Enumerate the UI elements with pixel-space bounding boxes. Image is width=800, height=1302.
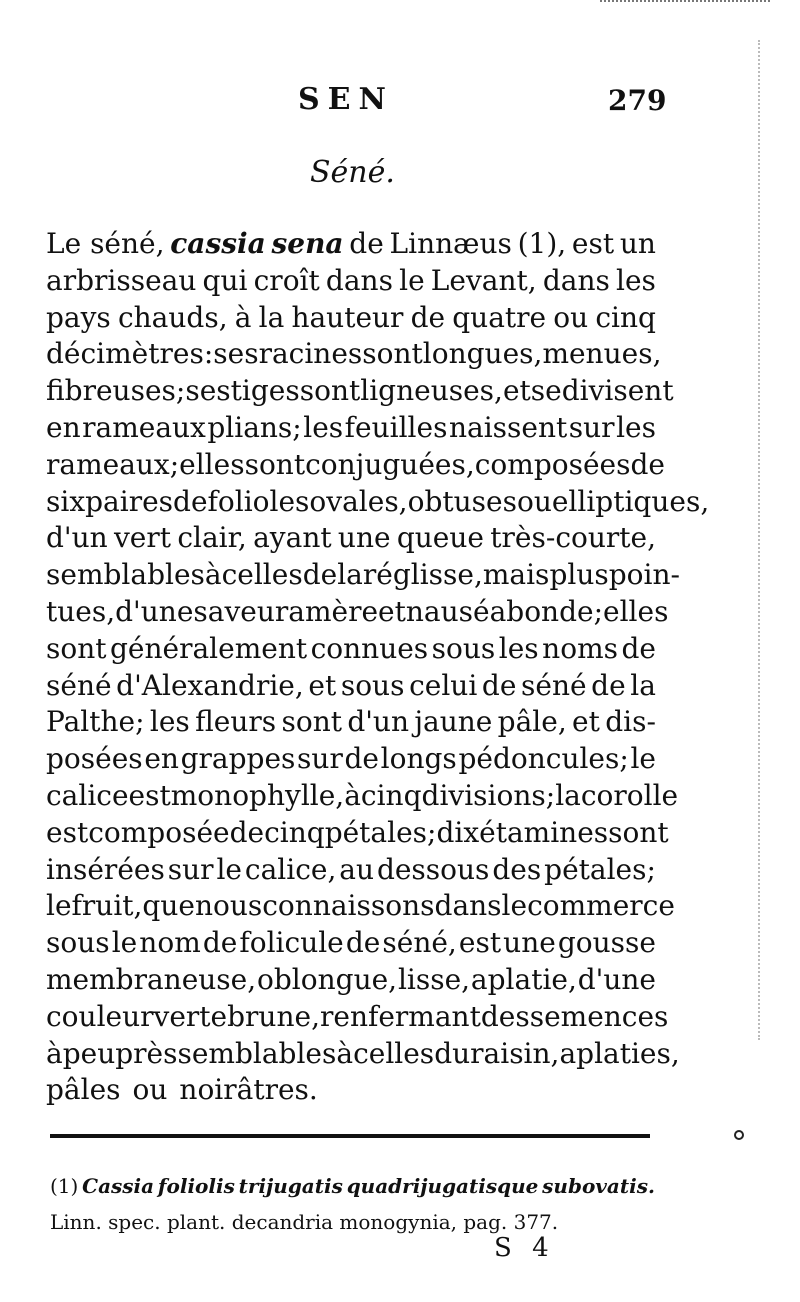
word: jaune xyxy=(414,705,493,739)
word: à xyxy=(234,300,252,334)
word: d'une xyxy=(577,962,656,996)
word: aplaties, xyxy=(559,1036,680,1070)
word: sena xyxy=(271,227,344,260)
word: ou xyxy=(553,300,589,334)
word: Palthe; xyxy=(46,705,145,739)
word: ou xyxy=(516,484,552,518)
word: dessous xyxy=(376,852,490,886)
word: semblables xyxy=(46,558,205,592)
word: le xyxy=(46,889,72,923)
word: six xyxy=(46,484,86,518)
word: folioles xyxy=(207,484,310,518)
scan-artifact-top xyxy=(600,0,770,5)
word: de xyxy=(202,926,238,960)
word: du xyxy=(434,1036,471,1070)
word: composées xyxy=(474,447,631,481)
word: monophylle, xyxy=(170,778,345,812)
word: en xyxy=(144,742,179,776)
footnote-reference: Linn. spec. plant. decandria monogynia, pag. 377. xyxy=(50,1210,559,1234)
word: cassia xyxy=(170,227,266,260)
text-line xyxy=(46,226,656,263)
footnote-latin-line xyxy=(50,1168,655,1204)
word: réglisse, xyxy=(362,558,483,592)
word: de xyxy=(229,815,265,849)
word: étamines xyxy=(479,815,609,849)
word: plians; xyxy=(207,410,302,444)
word: des xyxy=(480,999,530,1033)
word: le xyxy=(399,263,425,297)
word: arbrisseau xyxy=(46,263,197,297)
word: des xyxy=(492,852,542,886)
word: pays xyxy=(46,300,111,334)
text-line xyxy=(46,631,656,668)
word: de xyxy=(630,447,665,481)
text-line xyxy=(46,300,656,337)
word: et xyxy=(502,374,531,408)
word: noirâtres. xyxy=(179,1073,318,1107)
footnote-latin-word: trijugatis xyxy=(238,1174,343,1198)
word: et xyxy=(572,705,600,739)
word: les xyxy=(616,410,656,444)
word: connues xyxy=(310,631,429,665)
word: pétales; xyxy=(324,815,437,849)
text-line xyxy=(46,373,674,410)
word: celui xyxy=(409,668,478,702)
text-line xyxy=(46,925,656,962)
word: à xyxy=(336,1036,354,1070)
word: ses xyxy=(213,337,259,371)
word: ayant xyxy=(253,521,332,555)
word: sont xyxy=(46,631,107,665)
text-line xyxy=(46,778,679,815)
word: rameaux; xyxy=(46,447,180,481)
word: la xyxy=(630,668,656,702)
word: le xyxy=(111,926,138,960)
word: croît xyxy=(253,263,320,297)
word: et xyxy=(378,594,406,628)
word: plus xyxy=(549,558,609,592)
footnote-latin-word: subovatis. xyxy=(542,1174,655,1198)
word: racines xyxy=(258,337,363,371)
word: le xyxy=(216,852,242,886)
word: quatre xyxy=(452,300,547,334)
word: se xyxy=(530,374,562,408)
word: vert xyxy=(113,521,172,555)
word: d'une xyxy=(115,594,194,628)
scan-artifact-edge xyxy=(758,40,764,1040)
word: sur xyxy=(297,742,343,776)
footnote-latin-word: foliolis xyxy=(157,1174,235,1198)
word: longues, xyxy=(422,337,543,371)
word: Linnæus xyxy=(389,227,512,260)
word: séné xyxy=(46,668,112,702)
word: membraneuse, xyxy=(46,962,257,996)
page-number: 279 xyxy=(608,84,667,117)
word: est xyxy=(571,227,615,260)
word: la xyxy=(337,558,363,592)
word: sur xyxy=(167,852,214,886)
word: insérées xyxy=(46,852,165,886)
word: est xyxy=(46,815,89,849)
word: à xyxy=(204,558,222,592)
word: ses xyxy=(185,374,231,408)
word: amère xyxy=(288,594,379,628)
text-line xyxy=(46,852,656,889)
word: connaissons xyxy=(262,889,435,923)
word: dix xyxy=(436,815,480,849)
word: fibreuses; xyxy=(46,374,186,408)
word: fruit, xyxy=(71,889,143,923)
word: de xyxy=(410,300,446,334)
word: composée xyxy=(88,815,230,849)
word: gousse xyxy=(557,926,656,960)
word: séné, xyxy=(382,926,457,960)
word: nom xyxy=(139,926,201,960)
word: noms xyxy=(542,631,618,665)
word: sont xyxy=(362,337,423,371)
word: le xyxy=(501,889,528,923)
word: fleurs xyxy=(195,705,277,739)
body-text xyxy=(46,226,710,1109)
footnote-reference-line xyxy=(50,1204,655,1240)
word: semblables xyxy=(177,1036,337,1070)
signature-mark: S 4 xyxy=(494,1233,555,1263)
section-title: Séné. xyxy=(310,155,395,190)
word: sont xyxy=(608,815,669,849)
word: pétales; xyxy=(544,852,656,886)
footnote-latin-word: Cassia xyxy=(82,1174,155,1198)
text-line xyxy=(46,520,656,557)
word: pédoncules; xyxy=(458,742,629,776)
word: sous xyxy=(340,668,405,702)
word: tiges xyxy=(230,374,300,408)
word: les xyxy=(616,263,656,297)
word: très-courte, xyxy=(490,521,656,555)
word: d'Alexandrie, xyxy=(116,668,304,702)
word: commerce xyxy=(527,889,675,923)
word: est xyxy=(458,926,502,960)
word: menues, xyxy=(542,337,662,371)
text-line xyxy=(46,557,680,594)
text-line xyxy=(46,336,662,373)
word: la xyxy=(258,300,285,334)
word: paires xyxy=(85,484,174,518)
running-head: SEN xyxy=(298,82,394,117)
text-line xyxy=(46,741,656,778)
word: cinq xyxy=(595,300,656,334)
word: lisse, xyxy=(397,962,471,996)
footnote-marker: (1) xyxy=(50,1174,79,1198)
text-line xyxy=(46,888,675,925)
word: de xyxy=(302,558,338,592)
word: Le séné, xyxy=(46,227,165,260)
word: de xyxy=(345,926,381,960)
word: brune, xyxy=(227,999,320,1033)
text-line xyxy=(46,594,669,631)
text-line xyxy=(46,263,656,300)
word: elles xyxy=(603,594,669,628)
word: dans xyxy=(325,263,393,297)
word: généralement xyxy=(110,631,308,665)
word: qui xyxy=(202,263,248,297)
word: au xyxy=(339,852,375,886)
word: décimètres: xyxy=(46,337,214,371)
word: celles xyxy=(221,558,303,592)
word: nous xyxy=(194,889,263,923)
word: est xyxy=(128,778,171,812)
word: calice, xyxy=(244,852,337,886)
word: cinq xyxy=(264,815,325,849)
word: semences xyxy=(529,999,669,1033)
word: ligneuses, xyxy=(360,374,503,408)
word: de xyxy=(481,668,517,702)
word: peu xyxy=(62,1036,116,1070)
word: à xyxy=(46,1036,63,1070)
word: hauteur xyxy=(291,300,404,334)
word: folicule xyxy=(239,926,344,960)
word: les xyxy=(303,410,344,444)
word: sont xyxy=(244,447,306,481)
word: grappes xyxy=(180,742,296,776)
word: en xyxy=(46,410,81,444)
word: séné xyxy=(521,668,587,702)
word: conjuguées, xyxy=(305,447,475,481)
word: le xyxy=(630,742,656,776)
word: rameaux xyxy=(82,410,206,444)
word: oblongue, xyxy=(257,962,398,996)
word: ou xyxy=(132,1073,168,1107)
word: de xyxy=(344,742,379,776)
word: les xyxy=(149,705,190,739)
word: saveur xyxy=(193,594,289,628)
text-line xyxy=(46,484,710,521)
text-line xyxy=(46,668,656,705)
word: sous xyxy=(46,926,110,960)
word: (1), xyxy=(517,227,567,260)
word: un xyxy=(619,227,656,260)
text-line xyxy=(46,999,669,1036)
word: feuilles xyxy=(344,410,448,444)
word: dans xyxy=(542,263,610,297)
word: couleur xyxy=(46,999,154,1033)
text-line xyxy=(46,815,669,852)
word: les xyxy=(498,631,539,665)
word: posées xyxy=(46,742,143,776)
word: près xyxy=(115,1036,178,1070)
footnote xyxy=(50,1168,655,1240)
word: que xyxy=(142,889,195,923)
word: la xyxy=(555,778,581,812)
word: d'un xyxy=(46,521,108,555)
word: sur xyxy=(568,410,615,444)
word: elles xyxy=(179,447,245,481)
word: poin- xyxy=(608,558,680,592)
word: d'un xyxy=(347,705,409,739)
word: divisions; xyxy=(421,778,556,812)
word: corolle xyxy=(580,778,679,812)
text-line xyxy=(46,447,665,484)
word: clair, xyxy=(177,521,247,555)
word: obtuses xyxy=(407,484,517,518)
word: une xyxy=(337,521,391,555)
text-line xyxy=(46,962,656,999)
text-line xyxy=(46,1072,656,1109)
word: Levant, xyxy=(430,263,537,297)
word: et xyxy=(308,668,337,702)
word: sont xyxy=(299,374,361,408)
word: une xyxy=(503,926,556,960)
word: nauséabonde; xyxy=(405,594,604,628)
word: longs xyxy=(380,742,457,776)
text-line xyxy=(46,1036,680,1073)
word: naissent xyxy=(448,410,568,444)
word: pâle, xyxy=(497,705,567,739)
word: sous xyxy=(431,631,496,665)
word: dans xyxy=(434,889,502,923)
footnote-rule xyxy=(50,1134,650,1138)
word: elliptiques, xyxy=(551,484,710,518)
word: pâles xyxy=(46,1073,121,1107)
word: de xyxy=(173,484,208,518)
word: de xyxy=(591,668,626,702)
word: de xyxy=(349,227,384,260)
word: aplatie, xyxy=(470,962,577,996)
footnote-latin-word: quadrijugatisque xyxy=(346,1174,539,1198)
word: celles xyxy=(353,1036,435,1070)
word: verte xyxy=(153,999,228,1033)
word: de xyxy=(621,631,656,665)
text-line xyxy=(46,704,656,741)
word: calice xyxy=(46,778,129,812)
word: sont xyxy=(281,705,342,739)
scan-artifact-mark xyxy=(734,1130,744,1140)
word: chauds, xyxy=(117,300,228,334)
text-line xyxy=(46,410,656,447)
word: renfermant xyxy=(319,999,481,1033)
word: ovales, xyxy=(309,484,408,518)
word: divisent xyxy=(561,374,674,408)
word: dis- xyxy=(605,705,656,739)
word: queue xyxy=(396,521,484,555)
word: raisin, xyxy=(470,1036,560,1070)
word: à xyxy=(344,778,361,812)
word: tues, xyxy=(46,594,116,628)
word: cinq xyxy=(360,778,422,812)
word: mais xyxy=(482,558,550,592)
